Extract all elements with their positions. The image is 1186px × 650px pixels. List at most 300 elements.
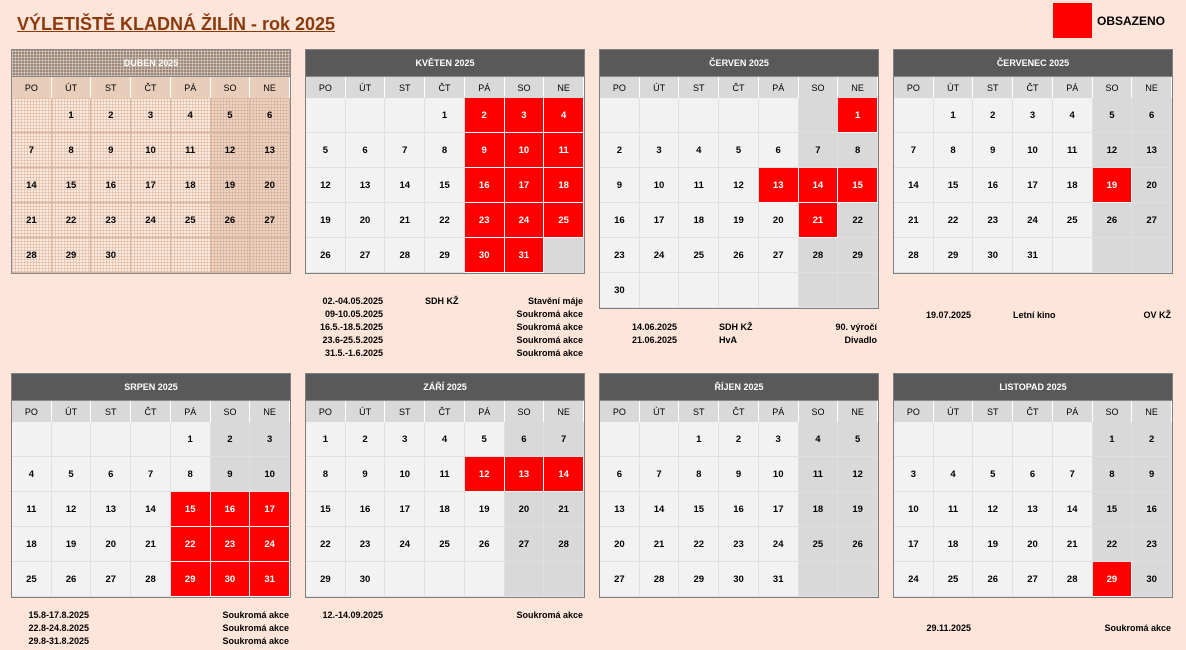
weekday-label: ČT — [1013, 401, 1053, 422]
day-cell[interactable]: 12 — [838, 457, 878, 492]
day-cell[interactable]: 5 — [973, 457, 1013, 492]
day-cell[interactable]: 5 — [1093, 98, 1133, 133]
weekday-label: PO — [306, 401, 346, 422]
weekday-label: ST — [973, 401, 1013, 422]
day-cell[interactable]: 9 — [346, 457, 386, 492]
day-cell[interactable]: 4 — [12, 457, 52, 492]
day-cell[interactable]: 30 — [346, 562, 386, 597]
day-cell[interactable]: 15 — [679, 492, 719, 527]
day-cell-booked[interactable]: 23 — [211, 527, 251, 562]
day-cell[interactable]: 8 — [171, 457, 211, 492]
day-cell[interactable]: 12 — [719, 168, 759, 203]
day-cell[interactable]: 24 — [759, 527, 799, 562]
day-cell-booked[interactable]: 11 — [544, 133, 584, 168]
day-cell[interactable]: 3 — [131, 98, 171, 133]
weekday-header — [306, 77, 584, 98]
month-title: KVĚTEN 2025 — [306, 50, 584, 77]
day-cell-booked[interactable]: 15 — [838, 168, 878, 203]
day-cell[interactable]: 18 — [1053, 168, 1093, 203]
day-cell[interactable]: 25 — [679, 238, 719, 273]
day-cell[interactable]: 2 — [1132, 422, 1172, 457]
day-cell-booked[interactable]: 31 — [505, 238, 545, 273]
day-cell-booked[interactable]: 9 — [465, 133, 505, 168]
day-cell[interactable]: 17 — [385, 492, 425, 527]
day-cell[interactable]: 26 — [719, 238, 759, 273]
day-cell[interactable]: 10 — [1013, 133, 1053, 168]
day-cell[interactable]: 23 — [346, 527, 386, 562]
day-cell[interactable]: 30 — [973, 238, 1013, 273]
day-cell[interactable]: 24 — [894, 562, 934, 597]
day-cell-booked[interactable]: 13 — [759, 168, 799, 203]
weekday-header — [12, 77, 290, 98]
day-cell[interactable]: 1 — [425, 98, 465, 133]
day-cell-booked[interactable]: 14 — [799, 168, 839, 203]
day-cell[interactable]: 27 — [250, 203, 290, 238]
weekday-label: SO — [505, 401, 545, 422]
weekday-header — [600, 77, 878, 98]
day-cell[interactable]: 26 — [465, 527, 505, 562]
day-cell[interactable]: 9 — [211, 457, 251, 492]
day-cell[interactable]: 12 — [211, 133, 251, 168]
day-cell[interactable]: 8 — [679, 457, 719, 492]
day-cell[interactable]: 14 — [894, 168, 934, 203]
day-cell[interactable]: 7 — [894, 133, 934, 168]
day-cell[interactable]: 9 — [600, 168, 640, 203]
day-cell[interactable]: 24 — [640, 238, 680, 273]
day-cell[interactable]: 22 — [306, 527, 346, 562]
day-cell[interactable]: 25 — [12, 562, 52, 597]
day-cell[interactable]: 27 — [1132, 203, 1172, 238]
day-cell[interactable]: 6 — [1132, 98, 1172, 133]
day-cell[interactable]: 1 — [934, 98, 974, 133]
day-cell[interactable]: 22 — [425, 203, 465, 238]
day-cell[interactable]: 11 — [425, 457, 465, 492]
day-cell[interactable]: 19 — [838, 492, 878, 527]
weekday-label: ST — [973, 77, 1013, 98]
day-cell-booked[interactable]: 10 — [505, 133, 545, 168]
day-cell[interactable]: 1 — [1093, 422, 1133, 457]
day-cell-booked[interactable]: 22 — [171, 527, 211, 562]
day-cell[interactable]: 23 — [1132, 527, 1172, 562]
day-cell[interactable]: 23 — [719, 527, 759, 562]
day-cell[interactable]: 30 — [600, 273, 640, 308]
day-cell[interactable]: 29 — [838, 238, 878, 273]
day-cell-booked[interactable]: 19 — [1093, 168, 1133, 203]
empty-cell — [719, 98, 759, 133]
day-cell[interactable]: 28 — [1053, 562, 1093, 597]
day-cell[interactable]: 15 — [1093, 492, 1133, 527]
day-cell[interactable]: 27 — [759, 238, 799, 273]
weekday-label: SO — [799, 401, 839, 422]
day-cell-booked[interactable]: 4 — [544, 98, 584, 133]
day-cell[interactable]: 17 — [894, 527, 934, 562]
day-cell[interactable]: 3 — [894, 457, 934, 492]
day-cell[interactable]: 24 — [131, 203, 171, 238]
day-cell-booked[interactable]: 24 — [505, 203, 545, 238]
day-cell[interactable]: 3 — [759, 422, 799, 457]
day-cell[interactable]: 20 — [91, 527, 131, 562]
event-description: OV KŽ — [1143, 309, 1171, 320]
day-cell[interactable]: 14 — [385, 168, 425, 203]
day-grid — [12, 98, 290, 273]
day-cell[interactable]: 15 — [306, 492, 346, 527]
day-cell[interactable]: 9 — [973, 133, 1013, 168]
day-cell[interactable]: 18 — [171, 168, 211, 203]
day-cell[interactable]: 25 — [1053, 203, 1093, 238]
day-cell[interactable]: 27 — [600, 562, 640, 597]
day-cell[interactable]: 20 — [505, 492, 545, 527]
day-cell[interactable]: 13 — [250, 133, 290, 168]
day-cell-booked[interactable]: 13 — [505, 457, 545, 492]
day-cell[interactable]: 27 — [346, 238, 386, 273]
day-cell[interactable]: 18 — [934, 527, 974, 562]
day-cell[interactable]: 5 — [306, 133, 346, 168]
day-cell[interactable]: 6 — [91, 457, 131, 492]
day-cell[interactable]: 20 — [1132, 168, 1172, 203]
day-cell[interactable]: 19 — [211, 168, 251, 203]
day-cell[interactable]: 4 — [171, 98, 211, 133]
day-cell[interactable]: 8 — [1093, 457, 1133, 492]
day-grid — [600, 98, 878, 308]
day-cell[interactable]: 20 — [759, 203, 799, 238]
day-cell[interactable]: 15 — [934, 168, 974, 203]
day-cell[interactable]: 16 — [1132, 492, 1172, 527]
day-cell[interactable]: 28 — [799, 238, 839, 273]
empty-cell — [346, 98, 386, 133]
empty-cell — [91, 422, 131, 457]
day-cell-booked[interactable]: 2 — [465, 98, 505, 133]
weekday-label: ČT — [425, 401, 465, 422]
day-cell[interactable]: 13 — [346, 168, 386, 203]
day-cell[interactable]: 29 — [679, 562, 719, 597]
day-cell[interactable]: 17 — [759, 492, 799, 527]
day-cell[interactable]: 8 — [425, 133, 465, 168]
day-cell[interactable]: 30 — [719, 562, 759, 597]
day-cell[interactable]: 22 — [1093, 527, 1133, 562]
month-title: SRPEN 2025 — [12, 374, 290, 401]
event-row — [0, 346, 1186, 359]
day-cell[interactable]: 11 — [171, 133, 211, 168]
day-cell[interactable]: 9 — [91, 133, 131, 168]
day-cell[interactable]: 3 — [385, 422, 425, 457]
day-cell[interactable]: 6 — [505, 422, 545, 457]
day-cell[interactable]: 25 — [934, 562, 974, 597]
day-cell[interactable]: 19 — [973, 527, 1013, 562]
legend-label: OBSAZENO — [1097, 14, 1166, 28]
weekday-header — [894, 401, 1172, 422]
weekday-label: ÚT — [52, 77, 92, 98]
day-cell[interactable]: 5 — [838, 422, 878, 457]
day-cell[interactable]: 17 — [131, 168, 171, 203]
day-cell-booked[interactable]: 16 — [465, 168, 505, 203]
day-cell[interactable]: 4 — [679, 133, 719, 168]
weekday-header — [12, 401, 290, 422]
day-cell[interactable]: 21 — [544, 492, 584, 527]
event-row — [0, 333, 1186, 346]
day-cell[interactable]: 4 — [1053, 98, 1093, 133]
weekday-label: PO — [306, 77, 346, 98]
day-cell-booked[interactable]: 15 — [171, 492, 211, 527]
day-cell[interactable]: 27 — [505, 527, 545, 562]
day-cell[interactable]: 14 — [12, 168, 52, 203]
day-cell[interactable]: 21 — [131, 527, 171, 562]
day-cell[interactable]: 28 — [894, 238, 934, 273]
day-cell[interactable]: 6 — [250, 98, 290, 133]
weekday-label: ČT — [719, 77, 759, 98]
weekday-label: SO — [505, 77, 545, 98]
day-cell[interactable]: 29 — [934, 238, 974, 273]
day-cell[interactable]: 14 — [1053, 492, 1093, 527]
day-cell[interactable]: 30 — [91, 238, 131, 273]
day-cell[interactable]: 8 — [52, 133, 92, 168]
day-cell[interactable]: 31 — [1013, 238, 1053, 273]
day-cell[interactable]: 16 — [600, 203, 640, 238]
day-cell[interactable]: 25 — [171, 203, 211, 238]
day-cell[interactable]: 12 — [306, 168, 346, 203]
day-cell[interactable]: 5 — [719, 133, 759, 168]
day-cell[interactable]: 5 — [465, 422, 505, 457]
day-cell[interactable]: 19 — [52, 527, 92, 562]
day-cell[interactable]: 13 — [1013, 492, 1053, 527]
day-cell[interactable]: 28 — [131, 562, 171, 597]
day-cell[interactable]: 8 — [838, 133, 878, 168]
day-cell[interactable]: 30 — [1132, 562, 1172, 597]
day-cell[interactable]: 6 — [600, 457, 640, 492]
day-cell[interactable]: 20 — [1013, 527, 1053, 562]
day-cell[interactable]: 12 — [1093, 133, 1133, 168]
day-cell[interactable]: 31 — [759, 562, 799, 597]
day-cell[interactable]: 6 — [759, 133, 799, 168]
event-row — [0, 621, 1186, 634]
day-cell[interactable]: 1 — [306, 422, 346, 457]
day-cell[interactable]: 12 — [52, 492, 92, 527]
day-cell[interactable]: 7 — [544, 422, 584, 457]
empty-cell — [171, 238, 211, 273]
empty-cell — [600, 98, 640, 133]
day-cell-booked[interactable]: 17 — [505, 168, 545, 203]
day-cell[interactable]: 7 — [385, 133, 425, 168]
day-cell[interactable]: 4 — [934, 457, 974, 492]
day-cell[interactable]: 29 — [306, 562, 346, 597]
day-cell-booked[interactable]: 21 — [799, 203, 839, 238]
day-cell[interactable]: 11 — [679, 168, 719, 203]
day-cell[interactable]: 2 — [600, 133, 640, 168]
day-cell[interactable]: 18 — [679, 203, 719, 238]
day-cell-booked[interactable]: 18 — [544, 168, 584, 203]
day-cell[interactable]: 7 — [640, 457, 680, 492]
day-cell[interactable]: 22 — [838, 203, 878, 238]
day-cell[interactable]: 10 — [759, 457, 799, 492]
event-date: 16.5.-18.5.2025 — [319, 321, 383, 332]
day-cell[interactable]: 13 — [91, 492, 131, 527]
day-cell-booked[interactable]: 1 — [838, 98, 878, 133]
day-grid — [12, 422, 290, 597]
day-cell[interactable]: 14 — [131, 492, 171, 527]
day-cell[interactable]: 26 — [306, 238, 346, 273]
day-cell[interactable]: 21 — [1053, 527, 1093, 562]
day-cell[interactable]: 23 — [600, 238, 640, 273]
day-cell[interactable]: 11 — [934, 492, 974, 527]
day-cell[interactable]: 13 — [600, 492, 640, 527]
day-cell[interactable]: 13 — [1132, 133, 1172, 168]
day-cell-booked[interactable]: 30 — [211, 562, 251, 597]
day-cell[interactable]: 29 — [52, 238, 92, 273]
day-cell[interactable]: 1 — [52, 98, 92, 133]
empty-cell — [131, 422, 171, 457]
event-description: Soukromá akce — [222, 622, 289, 633]
day-cell[interactable]: 17 — [1013, 168, 1053, 203]
day-cell[interactable]: 19 — [306, 203, 346, 238]
day-grid — [306, 98, 584, 273]
empty-cell — [894, 422, 934, 457]
day-cell[interactable]: 18 — [12, 527, 52, 562]
empty-cell — [211, 238, 251, 273]
day-cell[interactable]: 21 — [385, 203, 425, 238]
day-cell[interactable]: 19 — [719, 203, 759, 238]
empty-cell — [799, 562, 839, 597]
day-cell[interactable]: 17 — [640, 203, 680, 238]
day-cell[interactable]: 5 — [52, 457, 92, 492]
day-cell[interactable]: 15 — [52, 168, 92, 203]
day-cell[interactable]: 29 — [425, 238, 465, 273]
day-cell[interactable]: 25 — [425, 527, 465, 562]
day-cell[interactable]: 4 — [799, 422, 839, 457]
day-cell[interactable]: 3 — [250, 422, 290, 457]
empty-cell — [640, 98, 680, 133]
day-cell[interactable]: 28 — [544, 527, 584, 562]
day-cell[interactable]: 20 — [600, 527, 640, 562]
empty-cell — [385, 562, 425, 597]
day-cell-booked[interactable]: 14 — [544, 457, 584, 492]
day-cell[interactable]: 20 — [250, 168, 290, 203]
day-cell[interactable]: 2 — [719, 422, 759, 457]
day-cell[interactable]: 7 — [12, 133, 52, 168]
day-cell[interactable]: 11 — [1053, 133, 1093, 168]
day-cell[interactable]: 7 — [131, 457, 171, 492]
day-cell[interactable]: 10 — [250, 457, 290, 492]
empty-cell — [600, 422, 640, 457]
day-cell-booked[interactable]: 17 — [250, 492, 290, 527]
event-row — [0, 320, 1186, 333]
day-cell[interactable]: 11 — [799, 457, 839, 492]
event-date: 14.06.2025 — [631, 321, 677, 332]
day-cell[interactable]: 2 — [211, 422, 251, 457]
day-cell[interactable]: 24 — [1013, 203, 1053, 238]
event-description: Soukromá akce — [516, 321, 583, 332]
day-cell[interactable]: 18 — [799, 492, 839, 527]
event-row — [0, 608, 1186, 621]
day-cell[interactable]: 19 — [465, 492, 505, 527]
day-cell[interactable]: 27 — [1013, 562, 1053, 597]
event-description: Soukromá akce — [516, 347, 583, 358]
day-cell[interactable]: 25 — [799, 527, 839, 562]
day-cell-booked[interactable]: 29 — [1093, 562, 1133, 597]
day-cell[interactable]: 2 — [346, 422, 386, 457]
day-cell[interactable]: 14 — [640, 492, 680, 527]
day-cell[interactable]: 6 — [1013, 457, 1053, 492]
day-cell[interactable]: 28 — [12, 238, 52, 273]
day-cell-booked[interactable]: 3 — [505, 98, 545, 133]
day-cell[interactable]: 22 — [52, 203, 92, 238]
day-cell[interactable]: 18 — [425, 492, 465, 527]
day-cell[interactable]: 2 — [91, 98, 131, 133]
weekday-header — [600, 401, 878, 422]
day-cell[interactable]: 6 — [346, 133, 386, 168]
day-cell-booked[interactable]: 16 — [211, 492, 251, 527]
day-cell[interactable]: 26 — [52, 562, 92, 597]
day-cell[interactable]: 16 — [973, 168, 1013, 203]
day-cell-booked[interactable]: 23 — [465, 203, 505, 238]
day-cell-booked[interactable]: 29 — [171, 562, 211, 597]
day-cell[interactable]: 23 — [91, 203, 131, 238]
day-cell[interactable]: 15 — [425, 168, 465, 203]
day-cell[interactable]: 26 — [838, 527, 878, 562]
day-cell[interactable]: 10 — [131, 133, 171, 168]
day-cell[interactable]: 2 — [973, 98, 1013, 133]
empty-cell — [679, 98, 719, 133]
day-cell[interactable]: 3 — [1013, 98, 1053, 133]
day-cell-booked[interactable]: 25 — [544, 203, 584, 238]
day-cell[interactable]: 11 — [12, 492, 52, 527]
day-cell[interactable]: 3 — [640, 133, 680, 168]
day-cell[interactable]: 1 — [171, 422, 211, 457]
day-cell-booked[interactable]: 31 — [250, 562, 290, 597]
day-cell[interactable]: 26 — [1093, 203, 1133, 238]
weekday-label: PO — [600, 77, 640, 98]
day-cell[interactable]: 12 — [973, 492, 1013, 527]
day-cell[interactable]: 1 — [679, 422, 719, 457]
day-cell[interactable]: 26 — [211, 203, 251, 238]
day-cell[interactable]: 8 — [934, 133, 974, 168]
day-cell[interactable]: 10 — [385, 457, 425, 492]
day-cell[interactable]: 4 — [425, 422, 465, 457]
day-cell-booked[interactable]: 24 — [250, 527, 290, 562]
day-cell[interactable]: 10 — [894, 492, 934, 527]
day-cell-booked[interactable]: 30 — [465, 238, 505, 273]
day-cell[interactable]: 7 — [799, 133, 839, 168]
event-date: 22.8-24.8.2025 — [28, 622, 89, 633]
weekday-label: ÚT — [934, 401, 974, 422]
day-cell[interactable]: 16 — [346, 492, 386, 527]
empty-cell — [1053, 238, 1093, 273]
day-cell[interactable]: 24 — [385, 527, 425, 562]
day-cell[interactable]: 28 — [385, 238, 425, 273]
day-cell-booked[interactable]: 12 — [465, 457, 505, 492]
day-cell[interactable]: 27 — [91, 562, 131, 597]
day-cell[interactable]: 9 — [719, 457, 759, 492]
day-cell[interactable]: 7 — [1053, 457, 1093, 492]
day-cell[interactable]: 16 — [719, 492, 759, 527]
day-cell[interactable]: 21 — [894, 203, 934, 238]
day-cell[interactable]: 22 — [679, 527, 719, 562]
event-date: 29.11.2025 — [926, 622, 971, 633]
day-cell[interactable]: 28 — [640, 562, 680, 597]
day-cell[interactable]: 26 — [973, 562, 1013, 597]
weekday-label: PÁ — [1053, 77, 1093, 98]
day-cell[interactable]: 23 — [973, 203, 1013, 238]
day-cell[interactable]: 10 — [640, 168, 680, 203]
day-cell[interactable]: 8 — [306, 457, 346, 492]
day-cell[interactable]: 22 — [934, 203, 974, 238]
day-cell[interactable]: 20 — [346, 203, 386, 238]
day-cell[interactable]: 5 — [211, 98, 251, 133]
day-cell[interactable]: 16 — [91, 168, 131, 203]
day-cell[interactable]: 21 — [640, 527, 680, 562]
event-description: Soukromá akce — [1104, 622, 1171, 633]
day-cell[interactable]: 9 — [1132, 457, 1172, 492]
day-grid — [600, 422, 878, 597]
day-cell[interactable]: 21 — [12, 203, 52, 238]
